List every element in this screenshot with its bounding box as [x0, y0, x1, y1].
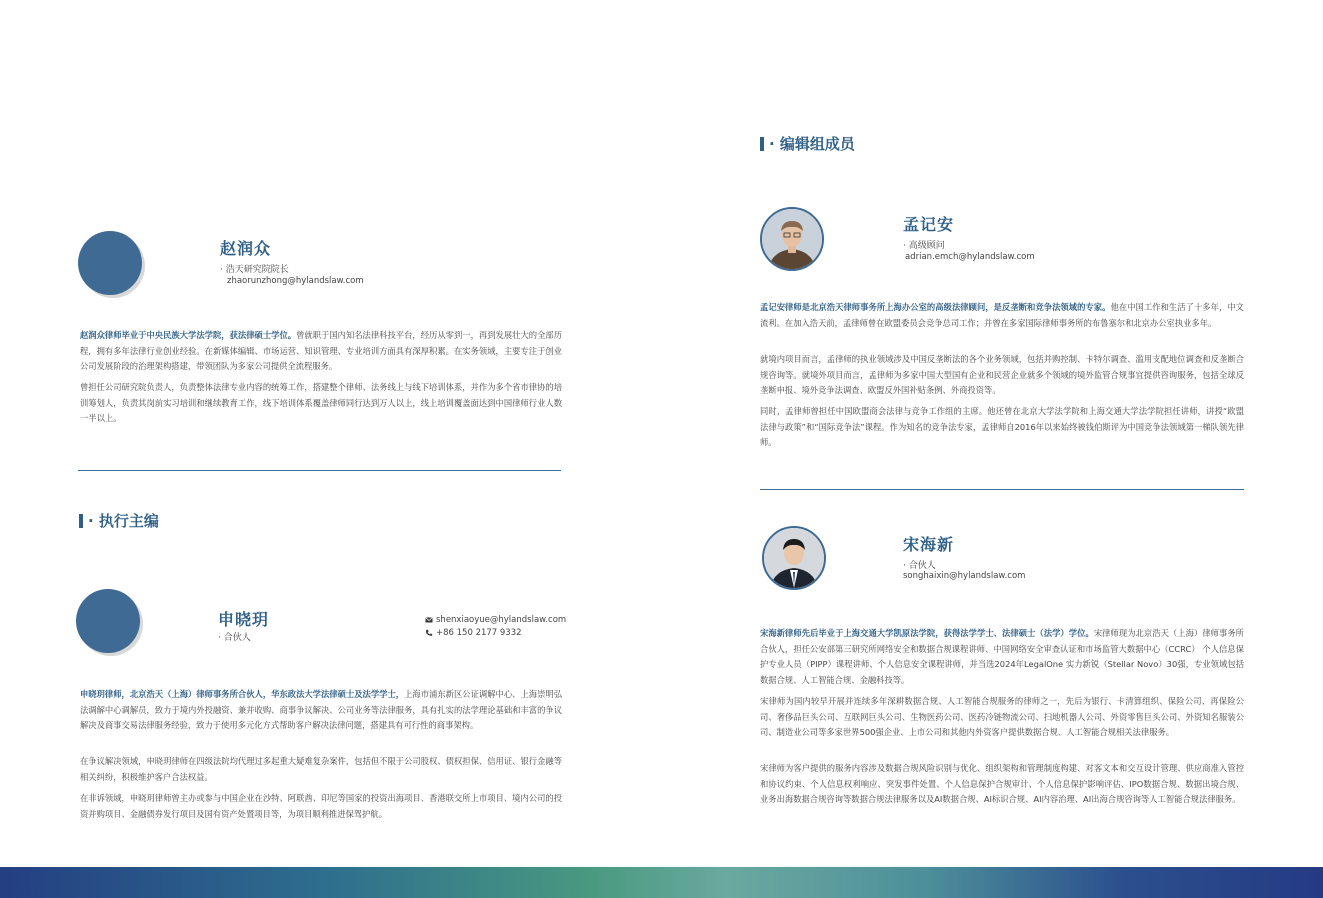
avatar-photo — [760, 207, 824, 271]
bio-text: 曾就职于国内知名法律科技平台，经历从零到一，再到发展壮大的全部历程，拥有多年法律行业创业经验。在新媒体编辑、市场运营、知识管理、专业培训方面具有深厚积累。在实务领域，主要专注于创业公司发展阶段的治理架构搭建，带领团队为多家公司提供全流程服务。 — [80, 330, 562, 371]
section-bar-icon — [79, 514, 83, 528]
bio-paragraph: 宋律师为客户提供的服务内容涉及数据合规风险识别与优化、组织架构和管理制度构建、对客文本和交互设计管理、供应商准入管控和协议约束、个人信息权利响应、突发事件处置、个人信息保护合规审计、个人信息保护影响评估、IPO数据合规、数据出境合规、业务出海数据合规咨询等数据合规法律服务以及AI数据合规、AI标识合规、AI内容治理、AI出海合规咨询等人工智能合规法律服务。 — [760, 763, 1244, 804]
bio-lead: 宋海新律师先后毕业于上海交通大学凯原法学院，获得法学学士、法律硕士（法学）学位。 — [760, 628, 1094, 638]
person-role: · 合伙人 — [218, 633, 251, 643]
section-bar-icon — [760, 137, 764, 151]
bio-paragraph — [80, 687, 562, 734]
footer-band — [0, 867, 1323, 898]
person-role: · 合伙人 — [903, 561, 936, 571]
bio-paragraph — [80, 328, 562, 375]
bio-paragraph: 在争议解决领域，申晓玥律师在四级法院均代理过多起重大疑难复杂案件，包括但不限于公司股权、债权担保、信用证、银行金融等相关纠纷，积极维护客户合法权益。 — [80, 756, 562, 782]
avatar — [78, 231, 142, 295]
avatar — [76, 589, 140, 653]
person-name: 孟记安 — [903, 215, 955, 234]
person-name: 申晓玥 — [218, 610, 270, 629]
phone-text: +86 150 2177 9332 — [436, 628, 522, 638]
divider — [78, 470, 561, 471]
avatar-photo — [762, 526, 826, 590]
person-name: 赵润众 — [220, 239, 272, 258]
bio-paragraph: 就境内项目而言，孟律师的执业领域涉及中国反垄断法的各个业务领域，包括并购控制、卡特尔调查、滥用支配地位调查和反垄断合规咨询等。就境外项目而言，孟律师为多家中国大型国有企业和民营企业就多个领域的境外监管合规事宜提供咨询服务，包括全球反垄断申报、境外竞争法调查、欧盟反外国补贴条例、外商投资等。 — [760, 354, 1244, 395]
bio-lead: 赵润众律师毕业于中央民族大学法学院，获法律硕士学位。 — [80, 330, 297, 340]
person-email: songhaixin@hylandslaw.com — [903, 571, 1026, 581]
person-role: · 高级顾问 — [903, 241, 945, 251]
person-email: zhaorunzhong@hylandslaw.com — [227, 276, 364, 286]
bio-text: 宋律师现为北京浩天（上海）律师事务所合伙人，担任公安部第三研究所网络安全和数据合规课程讲师、中国网络安全审查认证和市场监管大数据中心（CCRC） 个人信息保护专业人员（PIPP）课程讲师、个人信息安全课程讲师，并当选2024年LegalOne 实力新锐（Stellar Novo）30强，专业领域包括数据合规、人工智能合规、金融科技等。 — [760, 628, 1244, 685]
section-title — [760, 133, 855, 154]
bio-paragraph: 同时，孟律师曾担任中国欧盟商会法律与竞争工作组的主席。他还曾在北京大学法学院和上海交通大学法学院担任讲师，讲授“欧盟法律与政策”和“国际竞争法”课程。作为知名的竞争法专家，孟律师自2016年以来始终被钱伯斯评为中国竞争法领域第一梯队领先律师。 — [760, 406, 1244, 447]
bio-text: 上海市浦东新区公证调解中心、上海崇明弘法调解中心调解员，致力于境内外投融资、兼并收购、商事争议解决、公司业务等法律服务，具有扎实的法学理论基础和丰富的争议解决及商事交易法律服务经验，致力于使用多元化方式帮助客户解决法律问题，搭建具有可行性的商事架构。 — [80, 689, 562, 730]
email-contact[interactable] — [425, 615, 566, 625]
bio-paragraph: 曾担任公司研究院负责人，负责整体法律专业内容的统筹工作，搭建整个律师、法务线上与线下培训体系，并作为多个省市律协的培训筹划人，负责其岗前实习培训和继续教育工作，线下培训体系覆盖律师同行达到万人以上，线上培训覆盖面达到中国律师行业人数一半以上。 — [80, 382, 562, 423]
person-name: 宋海新 — [903, 535, 955, 554]
bio-paragraph: 在非诉领域，申晓玥律师曾主办或参与中国企业在沙特、阿联酋、印尼等国家的投资出海项目、香港联交所上市项目、境内公司的投资并购项目、金融债券发行项目及国有资产处置项目等，为项目顺利推进保驾护航。 — [80, 793, 562, 819]
email-text: shenxiaoyue@hylandslaw.com — [436, 615, 567, 625]
person-role: · 浩天研究院院长 — [220, 265, 289, 275]
bio-paragraph — [760, 300, 1244, 331]
section-title-text: · 执行主编 — [88, 512, 159, 530]
bio-lead: 申晓玥律师，北京浩天（上海）律师事务所合伙人，华东政法大学法律硕士及法学学士， — [80, 689, 405, 699]
bio-paragraph: 宋律师为国内较早开展并连续多年深耕数据合规、人工智能合规服务的律师之一，先后为银行、卡清算组织、保险公司、再保险公司、奢侈品巨头公司、互联网巨头公司、生物医药公司、医药冷链物流公司、扫地机器人公司、外资零售巨头公司、外资知名服装公司、制造业公司等多家世界500强企业、上市公司和其他内外资客户提供数据合规、人工智能合规相关法律服务。 — [760, 696, 1244, 737]
bio-paragraph — [760, 626, 1244, 688]
section-title — [79, 510, 159, 531]
section-title-text: · 编辑组成员 — [769, 135, 855, 153]
mail-icon — [425, 616, 433, 624]
phone-icon — [425, 629, 433, 637]
person-email: adrian.emch@hylandslaw.com — [905, 252, 1035, 262]
bio-lead: 孟记安律师是北京浩天律师事务所上海办公室的高级法律顾问，是反垄断和竞争法领域的专家。 — [760, 302, 1111, 312]
bio-text: 他在中国工作和生活了十多年，中文流利。在加入浩天前，孟律师曾在欧盟委员会竞争总司工作；并曾在多家国际律师事务所的布鲁塞尔和北京办公室执业多年。 — [760, 302, 1244, 328]
phone-contact[interactable] — [425, 628, 522, 638]
divider — [760, 489, 1244, 490]
